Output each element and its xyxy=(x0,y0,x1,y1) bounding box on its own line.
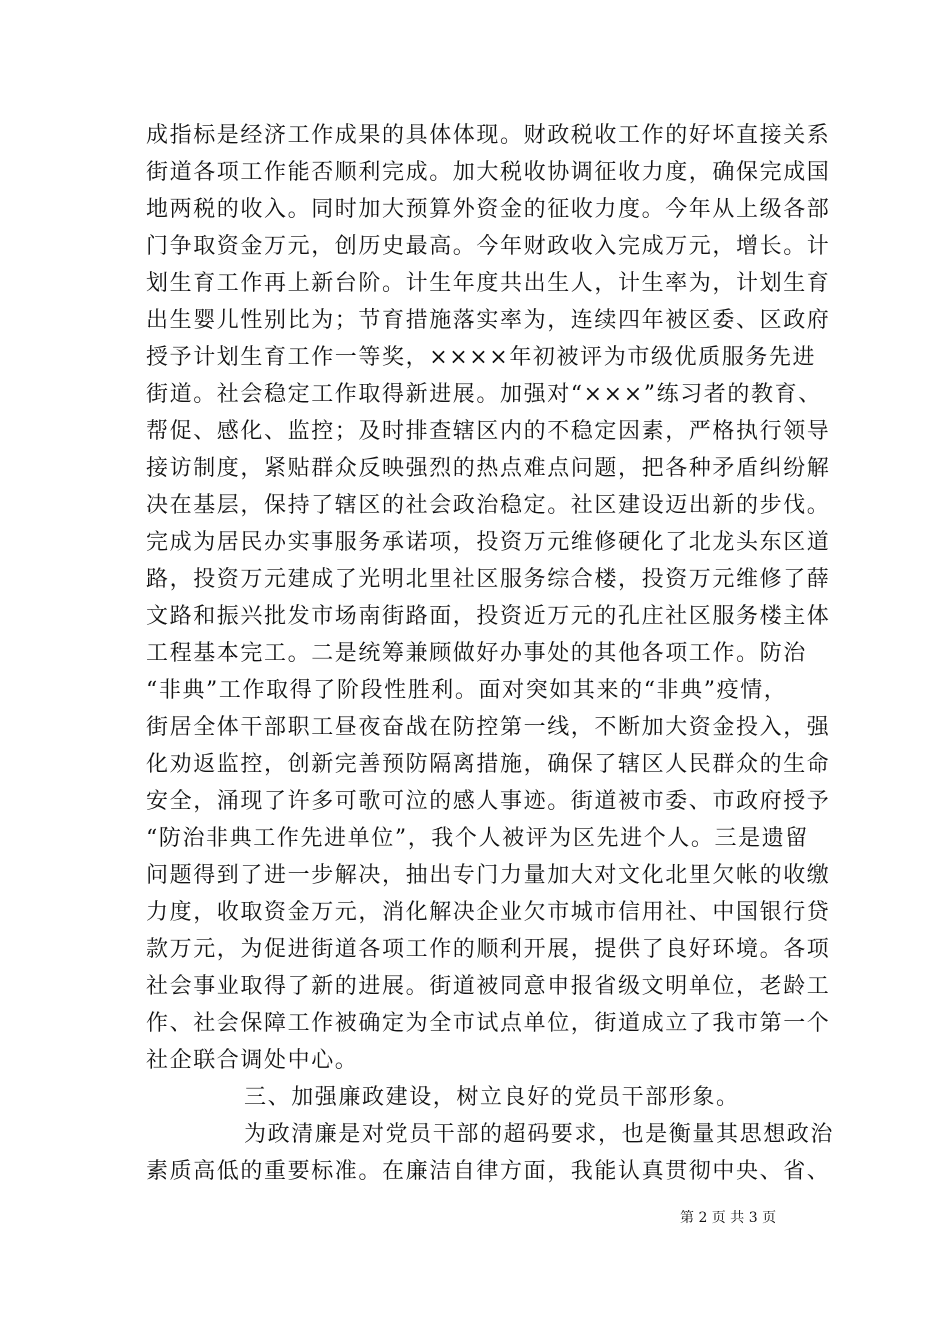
text-line: 工程基本完工。二是统筹兼顾做好办事处的其他各项工作。防治 xyxy=(146,641,807,666)
text-line: 文路和振兴批发市场南街路面，投资近万元的孔庄社区服务楼主体 xyxy=(146,604,831,629)
text-line: 款万元，为促进街道各项工作的顺利开展，提供了良好环境。各项 xyxy=(146,937,831,962)
text-line: 化劝返监控，创新完善预防隔离措施，确保了辖区人民群众的生命 xyxy=(146,752,831,777)
text-line: 授予计划生育工作一等奖，××××年初被评为市级优质服务先进 xyxy=(146,345,817,370)
text-line: 路，投资万元建成了光明北里社区服务综合楼，投资万元维修了薛 xyxy=(146,567,831,592)
text-line: 社会事业取得了新的进展。街道被同意申报省级文明单位，老龄工 xyxy=(146,974,831,999)
text-line: 街居全体干部职工昼夜奋战在防控第一线，不断加大资金投入，强 xyxy=(146,715,831,740)
text-line: 地两税的收入。同时加大预算外资金的征收力度。今年从上级各部 xyxy=(146,197,831,222)
text-line: 接访制度，紧贴群众反映强烈的热点难点问题，把各种矛盾纠纷解 xyxy=(146,456,831,481)
text-line: 街道各项工作能否顺利完成。加大税收协调征收力度，确保完成国 xyxy=(146,160,831,185)
text-line: “防治非典工作先进单位”，我个人被评为区先进个人。三是遗留 xyxy=(146,826,809,851)
section-heading: 三、加强廉政建设，树立良好的党员干部形象。 xyxy=(244,1085,740,1110)
text-line: 社企联合调处中心。 xyxy=(146,1048,359,1073)
paragraph-first-line: 为政清廉是对党员干部的超码要求，也是衡量其思想政治 xyxy=(244,1122,835,1147)
text-line: 完成为居民办实事服务承诺项，投资万元维修硬化了北龙头东区道 xyxy=(146,530,831,555)
text-line: 决在基层，保持了辖区的社会政治稳定。社区建设迈出新的步伐。 xyxy=(146,493,831,518)
text-line: 成指标是经济工作成果的具体体现。财政税收工作的好坏直接关系 xyxy=(146,123,831,148)
text-line: 素质高低的重要标准。在廉洁自律方面，我能认真贯彻中央、省、 xyxy=(146,1159,831,1184)
page-number: 第 2 页 共 3 页 xyxy=(680,1210,777,1226)
text-line: 街道。社会稳定工作取得新进展。加强对“×××”练习者的教育、 xyxy=(146,382,822,407)
text-line: 作、社会保障工作被确定为全市试点单位，街道成立了我市第一个 xyxy=(146,1011,831,1036)
text-line: “非典”工作取得了阶段性胜利。面对突如其来的“非典”疫情， xyxy=(146,678,788,703)
text-line: 安全，涌现了许多可歌可泣的感人事迹。街道被市委、市政府授予 xyxy=(146,789,831,814)
text-line: 划生育工作再上新台阶。计生年度共出生人，计生率为，计划生育 xyxy=(146,271,831,296)
text-line: 力度，收取资金万元，消化解决企业欠市城市信用社、中国银行贷 xyxy=(146,900,831,925)
text-line: 问题得到了进一步解决，抽出专门力量加大对文化北里欠帐的收缴 xyxy=(146,863,831,888)
text-line: 门争取资金万元，创历史最高。今年财政收入完成万元，增长。计 xyxy=(146,234,831,259)
document-body xyxy=(146,117,835,1190)
text-line: 帮促、感化、监控；及时排查辖区内的不稳定因素，严格执行领导 xyxy=(146,419,831,444)
text-line: 出生婴儿性别比为；节育措施落实率为，连续四年被区委、区政府 xyxy=(146,308,831,333)
